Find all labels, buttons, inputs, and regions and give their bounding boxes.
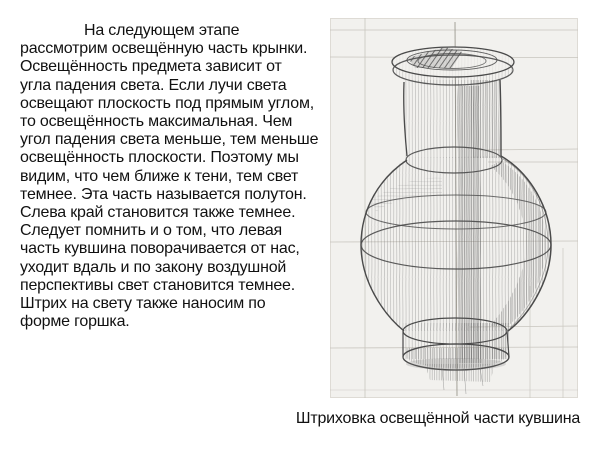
text-line: угол падения света меньше, тем меньше	[20, 131, 319, 149]
text-line: Слева край становится также темнее.	[20, 204, 296, 222]
text-line: угла падения света. Если лучи света	[20, 76, 287, 94]
jug-sketch-image	[330, 18, 578, 398]
text-line: уходит вдаль и по закону воздушной	[20, 258, 287, 276]
text-line: рассмотрим освещённую часть крынки.	[20, 40, 308, 58]
text-line: На следующем этапе	[84, 22, 240, 39]
text-line: часть кувшина поворачивается от нас,	[20, 240, 300, 258]
caption: Штриховка освещённой части кувшина	[295, 410, 581, 427]
body-text	[20, 22, 319, 331]
text-line: Освещённость предмета зависит от	[20, 58, 282, 76]
jug-sketch-svg	[330, 18, 578, 398]
text-line: форме горшка.	[20, 313, 130, 331]
text-line: Штрих на свету также наносим по	[20, 295, 266, 313]
text-line: видим, что чем ближе к тени, тем свет	[20, 167, 299, 185]
text-line: освещают плоскость под прямым углом,	[20, 94, 314, 112]
text-line: освещённость плоскости. Поэтому мы	[20, 149, 299, 167]
text-line: темнее. Эта часть называется полутон.	[20, 185, 307, 203]
text-line: Следует помнить и о том, что левая	[20, 222, 282, 240]
text-line: перспективы свет становится темнее.	[20, 276, 295, 294]
text-line: то освещённость максимальная. Чем	[20, 113, 293, 131]
